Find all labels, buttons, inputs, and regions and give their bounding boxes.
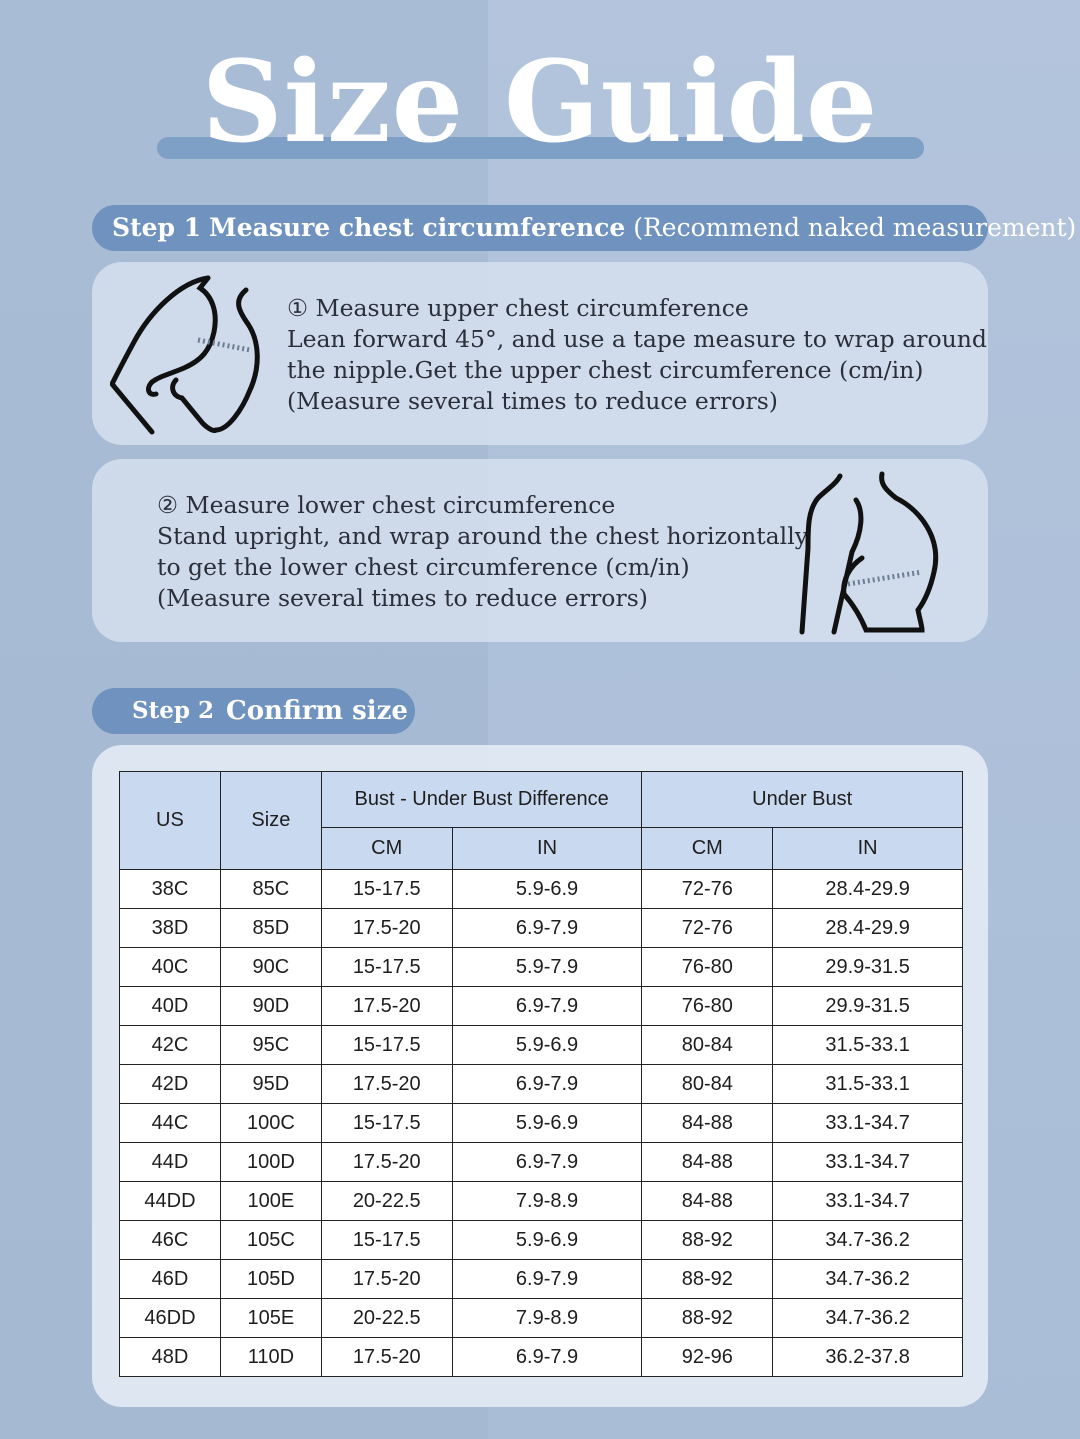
cell-us: 44DD [120, 1182, 221, 1221]
lower-line-2: Stand upright, and wrap around the chest horizontally [157, 522, 808, 550]
header-diff-cm: CM [321, 828, 452, 870]
step2-pill [92, 688, 415, 734]
cell-size: 110D [220, 1338, 321, 1377]
cell-under-cm: 88-92 [642, 1221, 773, 1260]
lower-chest-figure-icon [796, 468, 946, 636]
header-under-cm: CM [642, 828, 773, 870]
cell-size: 95D [220, 1065, 321, 1104]
lower-chest-instructions [157, 490, 808, 614]
cell-under-cm: 72-76 [642, 870, 773, 909]
cell-diff-in: 5.9-7.9 [452, 948, 642, 987]
cell-under-cm: 84-88 [642, 1182, 773, 1221]
cell-size: 100C [220, 1104, 321, 1143]
page-title: Size Guide [201, 37, 879, 168]
cell-us: 42C [120, 1026, 221, 1065]
cell-diff-in: 5.9-6.9 [452, 870, 642, 909]
cell-under-in: 33.1-34.7 [773, 1104, 963, 1143]
table-row [120, 1338, 963, 1377]
cell-under-in: 33.1-34.7 [773, 1143, 963, 1182]
cell-under-cm: 88-92 [642, 1299, 773, 1338]
cell-under-in: 34.7-36.2 [773, 1299, 963, 1338]
cell-us: 46C [120, 1221, 221, 1260]
upper-line-2: Lean forward 45°, and use a tape measure to wrap around [287, 325, 987, 353]
cell-us: 38C [120, 870, 221, 909]
cell-under-in: 28.4-29.9 [773, 870, 963, 909]
cell-diff-cm: 15-17.5 [321, 1104, 452, 1143]
upper-line-1: ① Measure upper chest circumference [287, 294, 749, 322]
table-row [120, 948, 963, 987]
cell-under-cm: 72-76 [642, 909, 773, 948]
cell-size: 85D [220, 909, 321, 948]
cell-us: 44C [120, 1104, 221, 1143]
table-row [120, 1260, 963, 1299]
header-under-bust: Under Bust [642, 772, 963, 828]
size-table [119, 771, 963, 1377]
cell-size: 105D [220, 1260, 321, 1299]
cell-us: 46D [120, 1260, 221, 1299]
step2-label: Step 2 [132, 697, 214, 724]
cell-under-in: 33.1-34.7 [773, 1182, 963, 1221]
cell-size: 105E [220, 1299, 321, 1338]
header-size: Size [220, 772, 321, 870]
cell-under-cm: 76-80 [642, 987, 773, 1026]
cell-diff-cm: 17.5-20 [321, 987, 452, 1026]
header-diff-in: IN [452, 828, 642, 870]
upper-line-4: (Measure several times to reduce errors) [287, 387, 778, 415]
cell-diff-cm: 15-17.5 [321, 870, 452, 909]
cell-diff-in: 6.9-7.9 [452, 1143, 642, 1182]
cell-diff-in: 6.9-7.9 [452, 909, 642, 948]
table-row [120, 1182, 963, 1221]
cell-size: 100E [220, 1182, 321, 1221]
cell-under-cm: 92-96 [642, 1338, 773, 1377]
cell-under-in: 29.9-31.5 [773, 987, 963, 1026]
table-row [120, 1104, 963, 1143]
cell-diff-cm: 17.5-20 [321, 1065, 452, 1104]
header-bust-difference: Bust - Under Bust Difference [321, 772, 642, 828]
cell-diff-in: 6.9-7.9 [452, 1338, 642, 1377]
table-row [120, 909, 963, 948]
cell-diff-cm: 17.5-20 [321, 909, 452, 948]
cell-under-in: 31.5-33.1 [773, 1065, 963, 1104]
upper-chest-instructions [287, 293, 987, 417]
header-under-in: IN [773, 828, 963, 870]
cell-diff-cm: 20-22.5 [321, 1182, 452, 1221]
table-row [120, 1026, 963, 1065]
cell-diff-cm: 15-17.5 [321, 1026, 452, 1065]
cell-us: 40C [120, 948, 221, 987]
cell-size: 85C [220, 870, 321, 909]
cell-under-in: 28.4-29.9 [773, 909, 963, 948]
cell-under-cm: 84-88 [642, 1143, 773, 1182]
cell-diff-cm: 17.5-20 [321, 1143, 452, 1182]
header-us: US [120, 772, 221, 870]
cell-under-in: 34.7-36.2 [773, 1260, 963, 1299]
step1-heading: Measure chest circumference [209, 213, 626, 242]
table-row [120, 1065, 963, 1104]
cell-diff-in: 6.9-7.9 [452, 1065, 642, 1104]
cell-us: 44D [120, 1143, 221, 1182]
cell-diff-in: 7.9-8.9 [452, 1182, 642, 1221]
lower-line-4: (Measure several times to reduce errors) [157, 584, 648, 612]
upper-line-3: the nipple.Get the upper chest circumference (cm/in) [287, 356, 924, 384]
cell-size: 90D [220, 987, 321, 1026]
cell-diff-in: 6.9-7.9 [452, 987, 642, 1026]
cell-us: 38D [120, 909, 221, 948]
cell-under-cm: 84-88 [642, 1104, 773, 1143]
cell-diff-cm: 17.5-20 [321, 1338, 452, 1377]
cell-us: 46DD [120, 1299, 221, 1338]
cell-us: 42D [120, 1065, 221, 1104]
cell-size: 105C [220, 1221, 321, 1260]
cell-under-cm: 76-80 [642, 948, 773, 987]
lower-line-3: to get the lower chest circumference (cm/in) [157, 553, 690, 581]
cell-under-in: 29.9-31.5 [773, 948, 963, 987]
cell-diff-in: 5.9-6.9 [452, 1026, 642, 1065]
table-row [120, 987, 963, 1026]
table-row [120, 870, 963, 909]
cell-diff-cm: 17.5-20 [321, 1260, 452, 1299]
cell-size: 100D [220, 1143, 321, 1182]
step1-label: Step 1 [112, 213, 202, 242]
step2-heading: Confirm size [226, 696, 408, 726]
cell-size: 90C [220, 948, 321, 987]
cell-under-in: 34.7-36.2 [773, 1221, 963, 1260]
cell-under-cm: 80-84 [642, 1026, 773, 1065]
cell-under-cm: 80-84 [642, 1065, 773, 1104]
cell-diff-in: 6.9-7.9 [452, 1260, 642, 1299]
cell-us: 40D [120, 987, 221, 1026]
cell-diff-cm: 15-17.5 [321, 1221, 452, 1260]
step1-note: (Recommend naked measurement) [633, 213, 1077, 242]
step1-pill [92, 205, 1077, 251]
upper-chest-figure-icon [110, 272, 270, 438]
cell-diff-cm: 20-22.5 [321, 1299, 452, 1338]
table-row [120, 1221, 963, 1260]
table-row [120, 1299, 963, 1338]
table-row [120, 1143, 963, 1182]
cell-us: 48D [120, 1338, 221, 1377]
cell-size: 95C [220, 1026, 321, 1065]
cell-diff-cm: 15-17.5 [321, 948, 452, 987]
lower-line-1: ② Measure lower chest circumference [157, 491, 616, 519]
cell-under-in: 31.5-33.1 [773, 1026, 963, 1065]
cell-under-in: 36.2-37.8 [773, 1338, 963, 1377]
cell-under-cm: 88-92 [642, 1260, 773, 1299]
cell-diff-in: 7.9-8.9 [452, 1299, 642, 1338]
cell-diff-in: 5.9-6.9 [452, 1221, 642, 1260]
cell-diff-in: 5.9-6.9 [452, 1104, 642, 1143]
